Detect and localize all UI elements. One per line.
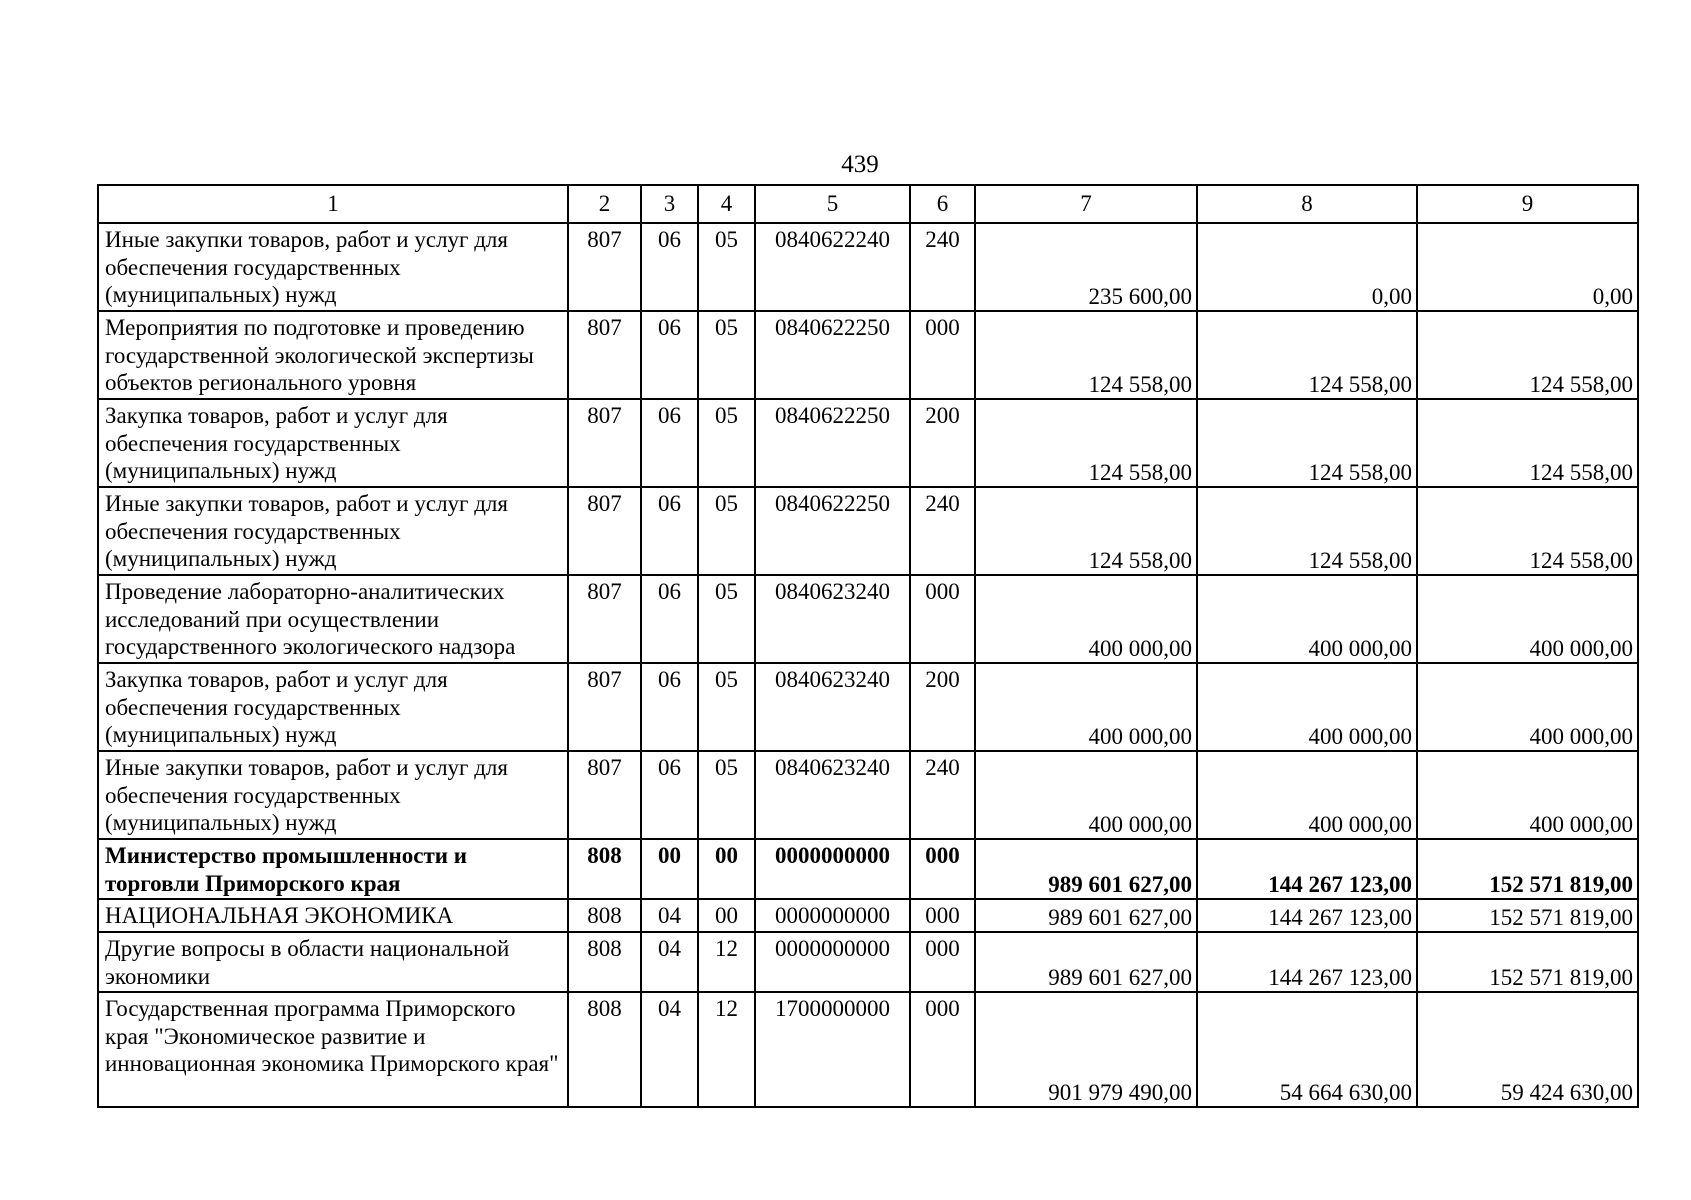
table-row	[98, 899, 1638, 932]
row-sum-cell: 124 558,00	[1197, 399, 1417, 487]
row-code-cell: 0840623240	[755, 663, 910, 751]
row-code-cell: 0840623240	[755, 751, 910, 839]
row-code-cell: 0000000000	[755, 899, 910, 932]
row-sum-cell: 124 558,00	[1417, 487, 1638, 575]
header-cell: 4	[698, 185, 755, 223]
row-code-cell: 000	[910, 575, 975, 663]
row-sum-cell: 124 558,00	[1197, 311, 1417, 399]
row-code-cell: 06	[641, 487, 698, 575]
row-sum-cell: 400 000,00	[975, 663, 1197, 751]
table-row	[98, 399, 1638, 487]
row-name-cell: Мероприятия по подготовке и проведению государственной экологической экспертизы объектов регионального уровня	[98, 311, 568, 399]
row-code-cell: 000	[910, 899, 975, 932]
row-code-cell: 807	[568, 487, 641, 575]
row-code-cell: 00	[698, 839, 755, 899]
row-code-cell: 05	[698, 663, 755, 751]
row-code-cell: 12	[698, 992, 755, 1107]
row-code-cell: 05	[698, 399, 755, 487]
row-sum-cell: 989 601 627,00	[975, 932, 1197, 992]
row-sum-cell: 400 000,00	[975, 575, 1197, 663]
row-sum-cell: 989 601 627,00	[975, 839, 1197, 899]
row-name-cell: НАЦИОНАЛЬНАЯ ЭКОНОМИКА	[98, 899, 568, 932]
row-code-cell: 1700000000	[755, 992, 910, 1107]
header-cell: 6	[910, 185, 975, 223]
row-code-cell: 808	[568, 992, 641, 1107]
header-cell: 2	[568, 185, 641, 223]
header-cell: 1	[98, 185, 568, 223]
row-code-cell: 06	[641, 663, 698, 751]
row-code-cell: 05	[698, 311, 755, 399]
table-header-row	[98, 185, 1638, 223]
row-name-cell: Закупка товаров, работ и услуг для обеспечения государственных (муниципальных) нужд	[98, 663, 568, 751]
row-sum-cell: 400 000,00	[975, 751, 1197, 839]
row-code-cell: 06	[641, 223, 698, 311]
row-code-cell: 807	[568, 575, 641, 663]
row-name-cell: Иные закупки товаров, работ и услуг для обеспечения государственных (муниципальных) нужд	[98, 751, 568, 839]
row-name-cell: Закупка товаров, работ и услуг для обеспечения государственных (муниципальных) нужд	[98, 399, 568, 487]
row-sum-cell: 400 000,00	[1197, 663, 1417, 751]
row-code-cell: 240	[910, 751, 975, 839]
row-code-cell: 000	[910, 839, 975, 899]
row-code-cell: 0840622250	[755, 487, 910, 575]
row-code-cell: 0000000000	[755, 839, 910, 899]
row-code-cell: 06	[641, 399, 698, 487]
row-sum-cell: 152 571 819,00	[1417, 899, 1638, 932]
row-code-cell: 04	[641, 992, 698, 1107]
row-sum-cell: 400 000,00	[1417, 751, 1638, 839]
row-sum-cell: 400 000,00	[1197, 751, 1417, 839]
header-cell: 9	[1417, 185, 1638, 223]
row-sum-cell: 152 571 819,00	[1417, 932, 1638, 992]
row-code-cell: 04	[641, 899, 698, 932]
table-row	[98, 839, 1638, 899]
header-cell: 5	[755, 185, 910, 223]
row-sum-cell: 144 267 123,00	[1197, 839, 1417, 899]
row-code-cell: 000	[910, 311, 975, 399]
row-code-cell: 05	[698, 751, 755, 839]
row-sum-cell: 124 558,00	[975, 399, 1197, 487]
row-code-cell: 807	[568, 223, 641, 311]
row-code-cell: 200	[910, 399, 975, 487]
row-code-cell: 0840622250	[755, 311, 910, 399]
row-name-cell: Государственная программа Приморского края "Экономическое развитие и инновационная экономика Приморского края"	[98, 992, 568, 1107]
row-sum-cell: 400 000,00	[1417, 663, 1638, 751]
row-code-cell: 0840622250	[755, 399, 910, 487]
row-code-cell: 00	[698, 899, 755, 932]
row-sum-cell: 152 571 819,00	[1417, 839, 1638, 899]
row-sum-cell: 235 600,00	[975, 223, 1197, 311]
row-code-cell: 807	[568, 751, 641, 839]
row-code-cell: 0000000000	[755, 932, 910, 992]
header-cell: 8	[1197, 185, 1417, 223]
header-cell: 3	[641, 185, 698, 223]
row-code-cell: 000	[910, 992, 975, 1107]
row-sum-cell: 0,00	[1197, 223, 1417, 311]
budget-table	[97, 184, 1639, 1108]
row-code-cell: 06	[641, 575, 698, 663]
row-sum-cell: 124 558,00	[1197, 487, 1417, 575]
row-name-cell: Другие вопросы в области национальной экономики	[98, 932, 568, 992]
row-code-cell: 200	[910, 663, 975, 751]
row-sum-cell: 144 267 123,00	[1197, 932, 1417, 992]
row-code-cell: 807	[568, 311, 641, 399]
row-code-cell: 0840623240	[755, 575, 910, 663]
row-sum-cell: 124 558,00	[1417, 311, 1638, 399]
row-name-cell: Иные закупки товаров, работ и услуг для обеспечения государственных (муниципальных) нужд	[98, 223, 568, 311]
row-code-cell: 808	[568, 899, 641, 932]
row-code-cell: 06	[641, 311, 698, 399]
row-code-cell: 06	[641, 751, 698, 839]
page-number: 439	[841, 151, 879, 178]
row-code-cell: 00	[641, 839, 698, 899]
table-row	[98, 223, 1638, 311]
row-code-cell: 807	[568, 663, 641, 751]
table-row	[98, 992, 1638, 1107]
row-code-cell: 04	[641, 932, 698, 992]
row-code-cell: 05	[698, 487, 755, 575]
row-sum-cell: 400 000,00	[1197, 575, 1417, 663]
row-sum-cell: 59 424 630,00	[1417, 992, 1638, 1107]
row-name-cell: Министерство промышленности и торговли Приморского края	[98, 839, 568, 899]
table-row	[98, 575, 1638, 663]
row-sum-cell: 124 558,00	[975, 487, 1197, 575]
row-code-cell: 0840622240	[755, 223, 910, 311]
table-row	[98, 663, 1638, 751]
row-name-cell: Проведение лабораторно-аналитических исследований при осуществлении государственного экологического надзора	[98, 575, 568, 663]
table-row	[98, 932, 1638, 992]
table-row	[98, 311, 1638, 399]
row-sum-cell: 124 558,00	[1417, 399, 1638, 487]
row-code-cell: 808	[568, 839, 641, 899]
row-sum-cell: 989 601 627,00	[975, 899, 1197, 932]
header-cell: 7	[975, 185, 1197, 223]
row-sum-cell: 400 000,00	[1417, 575, 1638, 663]
row-code-cell: 808	[568, 932, 641, 992]
row-code-cell: 05	[698, 575, 755, 663]
row-name-cell: Иные закупки товаров, работ и услуг для обеспечения государственных (муниципальных) нужд	[98, 487, 568, 575]
row-sum-cell: 144 267 123,00	[1197, 899, 1417, 932]
table-row	[98, 487, 1638, 575]
row-sum-cell: 54 664 630,00	[1197, 992, 1417, 1107]
table-row	[98, 751, 1638, 839]
row-code-cell: 12	[698, 932, 755, 992]
row-code-cell: 05	[698, 223, 755, 311]
row-sum-cell: 901 979 490,00	[975, 992, 1197, 1107]
row-sum-cell: 124 558,00	[975, 311, 1197, 399]
row-code-cell: 240	[910, 487, 975, 575]
row-code-cell: 240	[910, 223, 975, 311]
row-code-cell: 000	[910, 932, 975, 992]
row-code-cell: 807	[568, 399, 641, 487]
row-sum-cell: 0,00	[1417, 223, 1638, 311]
